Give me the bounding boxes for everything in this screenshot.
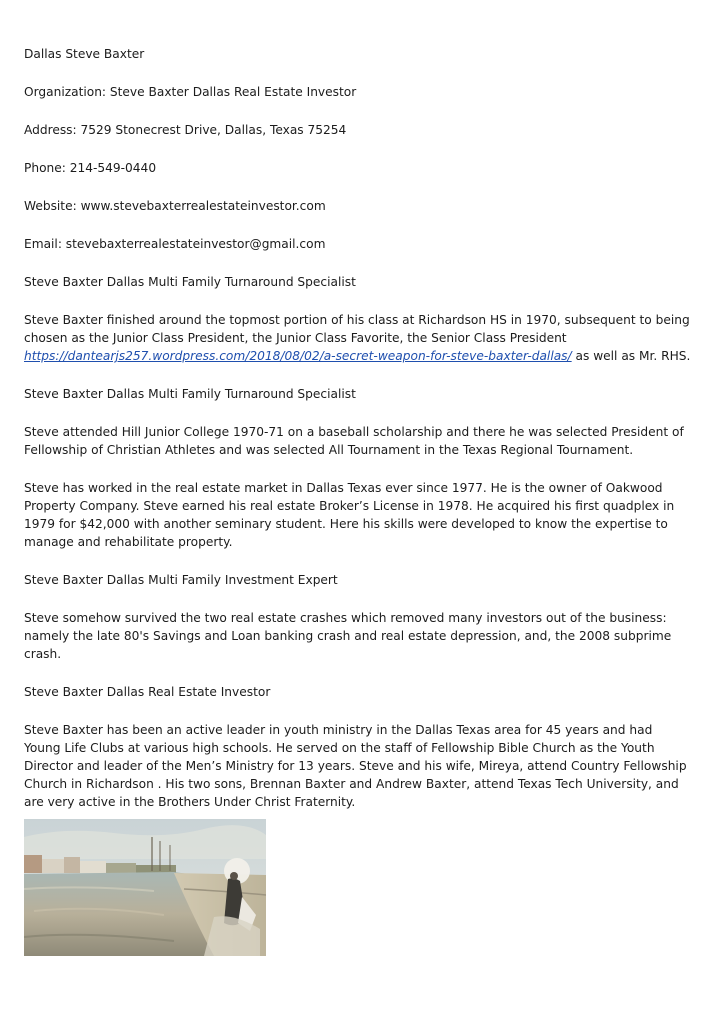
contact-website: Website: www.stevebaxterrealestateinvestor.com [24,199,326,213]
section-heading: Steve Baxter Dallas Real Estate Investor [24,685,271,699]
paragraph-highschool [24,311,692,365]
paragraph-college: Steve attended Hill Junior College 1970-71 on a baseball scholarship and there he was selected President of Fellowship of Christian Athletes and was selected All Tournament in the Texas Regional Tournament. [24,425,684,457]
paragraph-real-estate-career: Steve has worked in the real estate market in Dallas Texas ever since 1977. He is the owner of Oakwood Property Company. Steve earned his real estate Broker’s License in 1978. He acquired his first quadplex in 1979 for $42,000 with another seminary student. Here his skills were developed to know the expertise to manage and rehabilitate property. [24,481,675,549]
contact-organization: Organization: Steve Baxter Dallas Real Estate Investor [24,85,357,99]
contact-address: Address: 7529 Stonecrest Drive, Dallas, Texas 75254 [24,123,347,137]
contact-name: Dallas Steve Baxter [24,47,145,61]
document-body [24,45,692,831]
contact-email: Email: stevebaxterrealestateinvestor@gmail.com [24,237,326,251]
harbor-painting-image [24,819,266,956]
section-heading: Steve Baxter Dallas Multi Family Investment Expert [24,573,338,587]
paragraph-crashes: Steve somehow survived the two real estate crashes which removed many investors out of the business: namely the late 80's Savings and Loan banking crash and real estate depression, and, the 2008 subprime crash. [24,611,672,661]
blog-link[interactable]: https://dantearjs257.wordpress.com/2018/08/02/a-secret-weapon-for-steve-baxter-dallas/ [24,349,572,363]
section-heading: Steve Baxter Dallas Multi Family Turnaround Specialist [24,275,356,289]
paragraph-text: Steve Baxter finished around the topmost portion of his class at Richardson HS in 1970, subsequent to being chosen as the Junior Class President, the Junior Class Favorite, the Senior Class President [24,313,690,345]
paragraph-ministry: Steve Baxter has been an active leader in youth ministry in the Dallas Texas area for 45 years and had Young Life Clubs at various high schools. He served on the staff of Fellowship Bible Church as the Youth Director and leader of the Men’s Ministry for 13 years. Steve and his wife, Mireya, attend Country Fellowship Church in Richardson . His two sons, Brennan Baxter and Andrew Baxter, attend Texas Tech University, and are very active in the Brothers Under Christ Fraternity. [24,723,687,809]
paragraph-text-tail: as well as Mr. RHS. [571,349,691,363]
contact-phone: Phone: 214-549-0440 [24,161,157,175]
section-heading: Steve Baxter Dallas Multi Family Turnaround Specialist [24,387,356,401]
